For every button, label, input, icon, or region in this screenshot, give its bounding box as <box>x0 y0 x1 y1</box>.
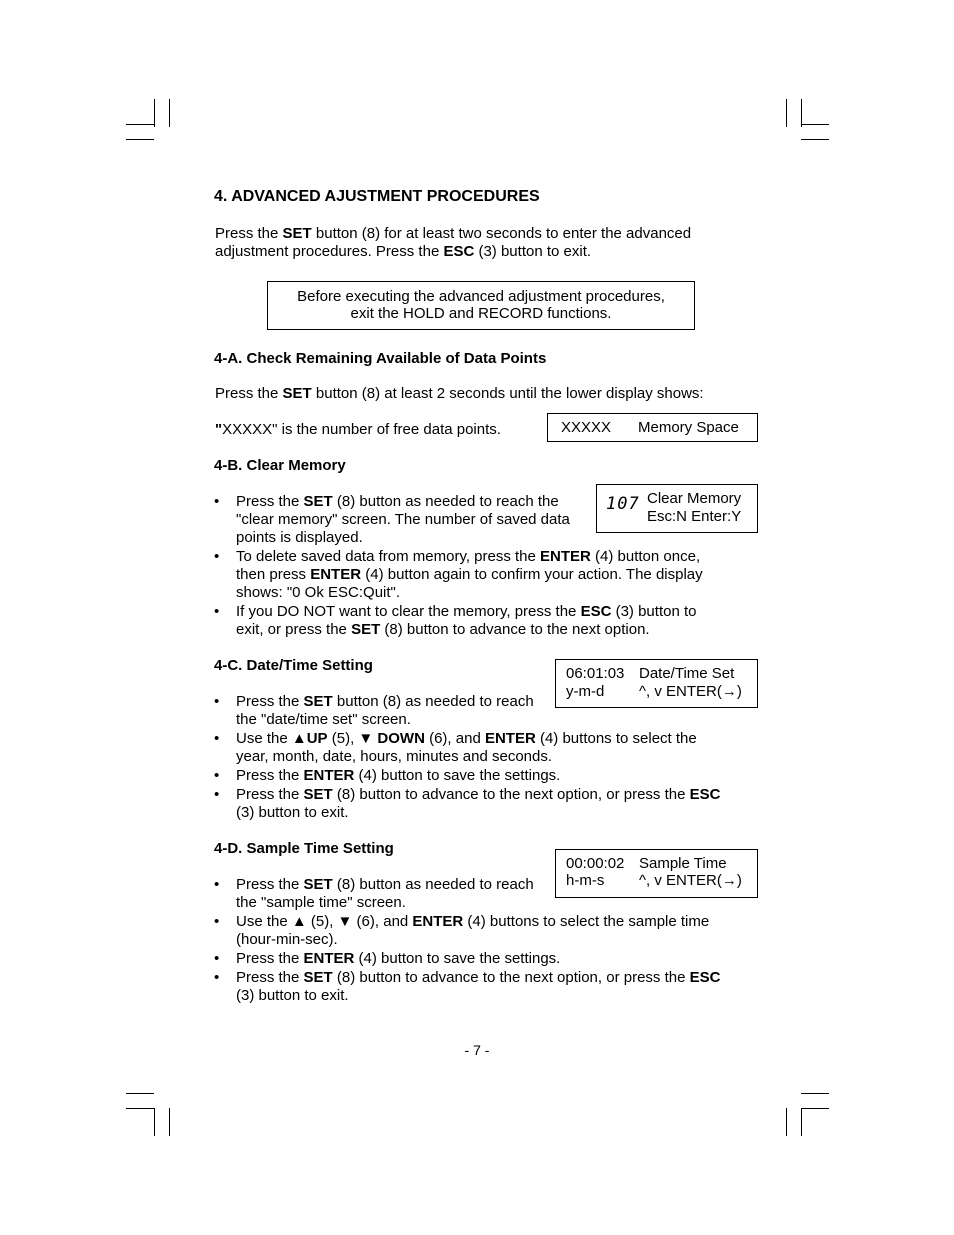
list-4c <box>214 693 774 823</box>
paragraph-4a-free-points: "XXXXX" is the number of free data points. <box>215 421 501 438</box>
list-item: • Press the SET (8) button as needed to reach the "clear memory" screen. The number of saved data points is displayed. <box>214 493 744 547</box>
page-number: - 7 - <box>464 1042 490 1058</box>
list-item: • Press the SET (8) button to advance to the next option, or press the ESC (3) button to exit. <box>214 969 774 1005</box>
display-date-time: 06:01:03 Date/Time Set y-m-d ^, v ENTER(→) <box>555 659 758 708</box>
display-sample-time: 00:00:02 Sample Time h-m-s ^, v ENTER(→) <box>555 849 758 898</box>
heading-4d: 4-D. Sample Time Setting <box>214 840 394 857</box>
heading-4b: 4-B. Clear Memory <box>214 457 346 474</box>
list-item: • Use the ▲UP (5), ▼ DOWN (6), and ENTER (4) buttons to select the year, month, date, hours, minutes and seconds. <box>214 730 774 766</box>
heading-4c: 4-C. Date/Time Setting <box>214 657 373 674</box>
list-item: • Press the SET button (8) as needed to reach the "date/time set" screen. <box>214 693 774 729</box>
list-item: • Press the SET (8) button as needed to reach the "sample time" screen. <box>214 876 774 912</box>
section-title: 4. ADVANCED AJUSTMENT PROCEDURES <box>214 188 540 205</box>
list-item: • Press the SET (8) button to advance to the next option, or press the ESC (3) button to exit. <box>214 786 774 822</box>
intro-paragraph: Press the SET button (8) for at least two seconds to enter the advanced adjustment procedures. Press the ESC (3) button to exit. <box>215 225 692 260</box>
list-4b <box>214 493 744 640</box>
list-item: • Use the ▲ (5), ▼ (6), and ENTER (4) buttons to select the sample time (hour-min-sec). <box>214 913 774 949</box>
heading-4a: 4-A. Check Remaining Available of Data Points <box>214 350 547 367</box>
list-item: • Press the ENTER (4) button to save the settings. <box>214 950 774 968</box>
paragraph-4a: Press the SET button (8) at least 2 seconds until the lower display shows: <box>215 385 704 402</box>
list-item: • Press the ENTER (4) button to save the settings. <box>214 767 774 785</box>
list-item: • To delete saved data from memory, press the ENTER (4) button once, then press ENTER (4) button again to confirm your action. The display shows: "0 Ok ESC:Quit". <box>214 548 744 602</box>
notice-box: Before executing the advanced adjustment procedures, exit the HOLD and RECORD functions. <box>267 281 695 330</box>
display-clear-memory: 107 Clear Memory Esc:N Enter:Y <box>596 484 758 533</box>
saved-count-digits: 107 <box>606 494 640 514</box>
list-item: • If you DO NOT want to clear the memory, press the ESC (3) button to exit, or press the SET (8) button to advance to the next option. <box>214 603 744 639</box>
display-memory-space: XXXXX Memory Space <box>547 413 758 442</box>
list-4d <box>214 876 774 1006</box>
